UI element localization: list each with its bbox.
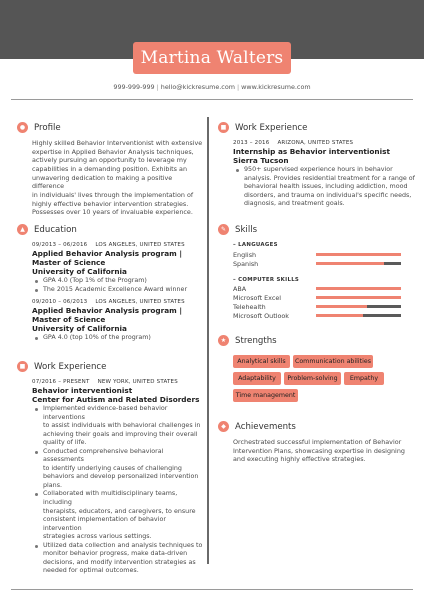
bullet-line: strategies across various settings. [43, 533, 152, 541]
work-left-heading [17, 361, 106, 372]
candidate-name: Martina Walters [140, 48, 284, 68]
profile-line: unwavering dedication to making a positive difference [32, 173, 173, 191]
profile-line: Possesses over 10 years of invaluable experience. [32, 208, 193, 217]
degree-line: Applied Behavior Analysis program | [32, 306, 182, 315]
list-item [32, 490, 206, 541]
bullet-line: Collaborated with multidisciplinary teams, including [43, 490, 178, 507]
skills-heading [218, 224, 257, 235]
skill-bar [316, 262, 401, 265]
bottom-divider [11, 589, 413, 590]
work-right-meta [233, 140, 353, 146]
work-right-title: Work Experience [235, 122, 308, 133]
skill-bar [316, 287, 401, 290]
profile-line: actively pursuing an opportunity to leverage my [32, 156, 187, 165]
skill-row [233, 302, 401, 311]
skill-bar-fill [316, 287, 401, 290]
list-item: GPA 4.0 (Top 1% of the Program) [32, 277, 204, 286]
profile-text [32, 139, 204, 217]
achievements-title: Achievements [235, 421, 296, 432]
education-title: Education [34, 224, 77, 235]
school-name: University of California [32, 323, 127, 333]
work-left-title: Work Experience [34, 361, 107, 372]
strengths-title: Strengths [235, 335, 277, 346]
education-dates: 09/2013 – 06/2016 [32, 242, 88, 248]
skill-row [233, 259, 401, 268]
email[interactable]: hello@kickresume.com [160, 83, 235, 91]
bullet-line: therapists, educators, and caregivers, to ensure [43, 507, 196, 515]
profile-line: capabilities in a demanding position. Exhibits an [32, 164, 188, 173]
skill-bar-fill [316, 314, 363, 317]
profile-heading [17, 122, 61, 133]
bullet-line: 950+ supervised experience hours in behavior [244, 166, 393, 173]
bullet-line: plans. [43, 481, 63, 489]
strengths-heading [218, 335, 277, 346]
skill-row [233, 311, 401, 320]
person-icon: ● [17, 122, 28, 133]
bullet-line: quality of life. [43, 439, 87, 447]
column-divider [207, 117, 209, 564]
list-item [32, 448, 206, 491]
star-icon: ★ [218, 335, 229, 346]
skill-name: Microsoft Outlook [233, 311, 289, 320]
tools-icon: ✎ [218, 224, 229, 235]
achievements-text [233, 438, 415, 464]
achievement-line: and executing highly effective strategies. [233, 455, 366, 464]
bullet-line: Implemented evidence-based behavior interventions [43, 405, 168, 421]
languages-label: – LANGUAGES [233, 242, 278, 248]
work-right-role [233, 148, 390, 166]
profile-line: in individuals' lives through the implementation of [32, 190, 194, 199]
contact-separator: | [156, 83, 159, 91]
work-right-bullets [233, 166, 415, 209]
profile-title: Profile [34, 122, 61, 133]
bullet-line: consistent implementation of behavior intervention [43, 516, 166, 532]
skill-bar-fill [316, 253, 401, 256]
school-name: University of California [32, 266, 127, 276]
skill-bar [316, 314, 401, 317]
profile-line: highly effective behavior intervention strategies. [32, 199, 189, 208]
briefcase-icon: ■ [17, 361, 28, 372]
graduation-cap-icon: ▲ [17, 224, 28, 235]
strength-tag: Communication abilities [293, 355, 373, 368]
work-left-bullets [32, 405, 206, 576]
education-heading [17, 224, 77, 235]
list-item: The 2015 Academic Excellence Award winner [32, 286, 204, 295]
job-title: Behavior interventionist [32, 386, 133, 395]
skill-name: Microsoft Excel [233, 293, 282, 302]
bullet-line: analysis. Provides residential treatment for a range of [244, 174, 415, 182]
education-1-meta [32, 242, 185, 248]
list-item [32, 405, 206, 448]
bullet-line: behaviors and develop personalized intervention [43, 473, 199, 481]
bullet-line: to identify underlying causes of challenging [43, 464, 182, 472]
strength-tag: Empathy [344, 372, 384, 385]
achievement-line: Orchestrated successful implementation of Behavior [233, 438, 402, 446]
bullet-line: diagnosis, and treatment goals. [244, 200, 345, 208]
strength-tag: Problem-solving [284, 372, 341, 385]
skill-bar-fill [316, 296, 401, 299]
employer-name: Center for Autism and Related Disorders [32, 394, 200, 404]
degree-line: Master of Science [32, 257, 106, 267]
skill-row [233, 293, 401, 302]
skill-bar-fill [316, 262, 384, 265]
profile-line: Highly skilled Behavior Interventionist with extensive [32, 139, 203, 147]
website[interactable]: www.kickresume.com [241, 83, 311, 91]
trophy-icon: ◆ [218, 421, 229, 432]
achievement-line: Intervention Plans, showcasing expertise in designing [233, 446, 405, 455]
skill-bar [316, 253, 401, 256]
list-item [233, 166, 415, 209]
education-2-bullets [32, 334, 204, 343]
skills-title: Skills [235, 224, 258, 235]
education-1-degree [32, 250, 182, 276]
skill-name: ABA [233, 284, 247, 293]
degree-line: Master of Science [32, 314, 106, 324]
name-banner [133, 42, 291, 74]
employer-name: Sierra Tucson [233, 155, 289, 165]
job-title: Internship as Behavior interventionist [233, 147, 390, 156]
achievements-heading [218, 421, 296, 432]
skill-row [233, 250, 401, 259]
briefcase-icon: ■ [218, 122, 229, 133]
education-2-degree [32, 307, 182, 333]
computer-skills-label: – COMPUTER SKILLS [233, 277, 300, 283]
bullet-line: disorders, and trauma on individual's specific needs, [244, 191, 412, 199]
work-left-role [32, 387, 199, 405]
strength-tag: Adaptability [233, 372, 281, 385]
skill-bar [316, 305, 401, 308]
work-right-heading [218, 122, 307, 133]
list-item [32, 542, 206, 576]
work-location: ARIZONA, UNITED STATES [277, 140, 354, 146]
top-divider [11, 99, 413, 100]
contact-separator: | [236, 83, 240, 91]
bullet-line: Utilized data collection and analysis techniques to [43, 541, 203, 549]
education-dates: 09/2010 – 06/2013 [32, 299, 88, 305]
strength-tag: Analytical skills [233, 355, 290, 368]
education-1-bullets [32, 277, 204, 294]
education-2-meta [32, 299, 185, 305]
work-location: NEW YORK, UNITED STATES [97, 379, 178, 385]
bullet-line: to assist individuals with behavioral challenges in [43, 422, 201, 430]
work-left-meta [32, 379, 178, 385]
bullet-line: decisions, and modify intervention strategies as [43, 558, 196, 566]
skill-bar [316, 296, 401, 299]
education-location: LOS ANGELES, UNITED STATES [95, 242, 185, 248]
bullet-line: monitor behavior progress, make data-driven [43, 550, 188, 558]
bullet-line: achieving their goals and improving their overall [43, 430, 198, 438]
phone: 999-999-999 [113, 83, 155, 91]
bullet-line: Conducted comprehensive behavioral assessments [43, 447, 164, 464]
skill-name: English [233, 250, 257, 259]
education-location: LOS ANGELES, UNITED STATES [95, 299, 185, 305]
skill-bar-fill [316, 305, 367, 308]
skill-row [233, 284, 401, 293]
list-item: GPA 4.0 (top 10% of the program) [32, 334, 204, 343]
degree-line: Applied Behavior Analysis program | [32, 249, 182, 258]
bullet-line: behavioral health issues, including addiction, mood [244, 183, 408, 191]
work-dates: 07/2016 – PRESENT [32, 379, 90, 385]
contact-line [0, 83, 424, 91]
work-dates: 2013 – 2016 [233, 140, 270, 146]
skill-name: Telehealth [233, 302, 266, 311]
profile-line: expertise in Applied Behavior Analysis techniques, [32, 147, 194, 156]
bullet-line: needed for optimal outcomes. [43, 567, 139, 575]
skill-name: Spanish [233, 259, 259, 268]
strength-tag: Time management [233, 389, 298, 402]
